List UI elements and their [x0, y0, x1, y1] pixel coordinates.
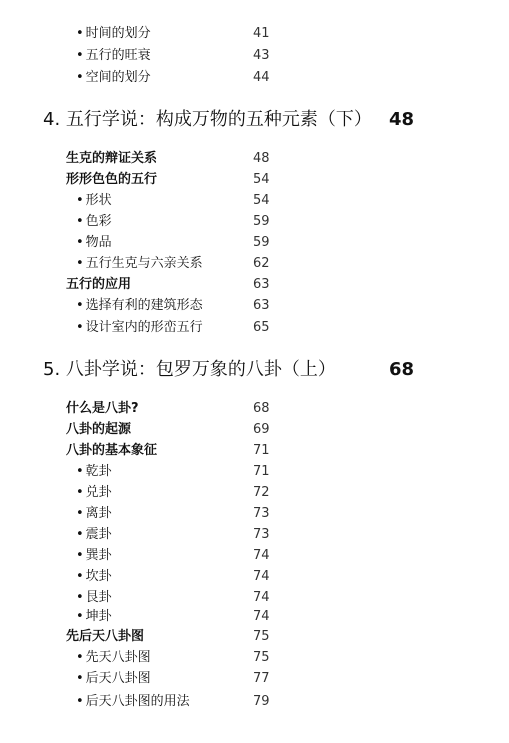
toc-section-label: 什么是八卦?: [66, 401, 139, 416]
bullet-icon: •: [76, 694, 84, 709]
toc-item-label: 时间的划分: [85, 26, 151, 41]
chapter-page: 48: [389, 109, 415, 130]
toc-section: [0, 420, 509, 440]
toc-item-page: 74: [253, 590, 270, 605]
toc-item: [0, 191, 509, 211]
bullet-icon: •: [76, 506, 84, 521]
toc-section-label: 八卦的基本象征: [66, 443, 158, 458]
toc-section: [0, 399, 509, 419]
toc-item: [0, 483, 509, 503]
chapter-page: 68: [389, 359, 415, 380]
toc-section-label: 八卦的起源: [66, 422, 132, 437]
bullet-icon: •: [76, 590, 84, 605]
toc-item-label: 乾卦: [85, 464, 112, 479]
toc-item-label: 选择有利的建筑形态: [85, 298, 203, 313]
toc-item: [0, 567, 509, 587]
bullet-icon: •: [76, 214, 84, 229]
toc-item-page: 65: [253, 320, 270, 335]
bullet-icon: •: [76, 298, 84, 313]
chapter-heading: [43, 105, 503, 135]
toc-section-page: 69: [253, 422, 270, 437]
toc-item-label: 兑卦: [85, 485, 112, 500]
toc-section: [0, 275, 509, 295]
bullet-icon: •: [76, 26, 84, 41]
toc-item-label: 设计室内的形峦五行: [85, 320, 203, 335]
bullet-icon: •: [76, 569, 84, 584]
toc-item-label: 五行的旺衰: [85, 48, 151, 63]
toc-item-label: 五行生克与六亲关系: [85, 256, 203, 271]
toc-item-label: 后天八卦图的用法: [85, 694, 190, 709]
bullet-icon: •: [76, 70, 84, 85]
toc-item: [0, 462, 509, 482]
toc-item-page: 74: [253, 609, 270, 624]
toc-item-page: 72: [253, 485, 270, 500]
toc-item: [0, 24, 509, 44]
chapter-heading: [43, 355, 503, 385]
toc-item-page: 62: [253, 256, 270, 271]
toc-item-page: 75: [253, 650, 270, 665]
bullet-icon: •: [76, 320, 84, 335]
chapter-title: 4. 五行学说：构成万物的五种元素（下）: [43, 109, 372, 130]
toc-item-page: 59: [253, 214, 270, 229]
toc-section-page: 63: [253, 277, 270, 292]
toc-item: [0, 546, 509, 566]
bullet-icon: •: [76, 548, 84, 563]
toc-item: [0, 296, 509, 316]
toc-item-page: 41: [253, 26, 270, 41]
toc-section-page: 75: [253, 629, 270, 644]
toc-item-page: 74: [253, 548, 270, 563]
toc-item-page: 59: [253, 235, 270, 250]
bullet-icon: •: [76, 193, 84, 208]
bullet-icon: •: [76, 48, 84, 63]
toc-section-page: 48: [253, 151, 270, 166]
toc-item-page: 73: [253, 506, 270, 521]
toc-item-page: 63: [253, 298, 270, 313]
toc-section-page: 71: [253, 443, 270, 458]
toc-item: [0, 669, 509, 689]
toc-item-page: 79: [253, 694, 270, 709]
toc-item: [0, 504, 509, 524]
toc-item-label: 艮卦: [85, 590, 112, 605]
toc-section-label: 先后天八卦图: [66, 629, 145, 644]
toc-item-label: 坤卦: [85, 609, 112, 624]
toc-item-label: 形状: [85, 193, 112, 208]
bullet-icon: •: [76, 527, 84, 542]
bullet-icon: •: [76, 464, 84, 479]
toc-section-label: 五行的应用: [66, 277, 132, 292]
toc-item-page: 54: [253, 193, 270, 208]
toc-item-label: 色彩: [85, 214, 112, 229]
toc-section-label: 形形色色的五行: [66, 172, 158, 187]
toc-section: [0, 627, 509, 647]
toc-item-label: 后天八卦图: [85, 671, 151, 686]
toc-item: [0, 212, 509, 232]
bullet-icon: •: [76, 485, 84, 500]
toc-item-label: 空间的划分: [85, 70, 151, 85]
toc-item: [0, 68, 509, 88]
toc-section: [0, 149, 509, 169]
toc-section-page: 54: [253, 172, 270, 187]
bullet-icon: •: [76, 609, 84, 624]
toc-section: [0, 441, 509, 461]
toc-item: [0, 588, 509, 608]
toc-item: [0, 648, 509, 668]
toc-item-page: 74: [253, 569, 270, 584]
bullet-icon: •: [76, 671, 84, 686]
toc-item-page: 71: [253, 464, 270, 479]
toc-item: [0, 46, 509, 66]
toc-item-label: 震卦: [85, 527, 112, 542]
toc-item: [0, 254, 509, 274]
toc-item: [0, 692, 509, 712]
bullet-icon: •: [76, 650, 84, 665]
toc-item-label: 坎卦: [85, 569, 112, 584]
toc-item: [0, 607, 509, 627]
toc-item-label: 物品: [85, 235, 112, 250]
toc-section-page: 68: [253, 401, 270, 416]
toc-item-label: 巽卦: [85, 548, 112, 563]
toc-item: [0, 233, 509, 253]
toc-section-label: 生克的辩证关系: [66, 151, 158, 166]
chapter-title: 5. 八卦学说：包罗万象的八卦（上）: [43, 359, 336, 380]
toc-item: [0, 318, 509, 338]
toc-item: [0, 525, 509, 545]
bullet-icon: •: [76, 235, 84, 250]
toc-item-label: 先天八卦图: [85, 650, 151, 665]
toc-item-page: 77: [253, 671, 270, 686]
toc-section: [0, 170, 509, 190]
toc-item-page: 44: [253, 70, 270, 85]
toc-item-page: 43: [253, 48, 270, 63]
toc-item-label: 离卦: [85, 506, 112, 521]
bullet-icon: •: [76, 256, 84, 271]
toc-item-page: 73: [253, 527, 270, 542]
